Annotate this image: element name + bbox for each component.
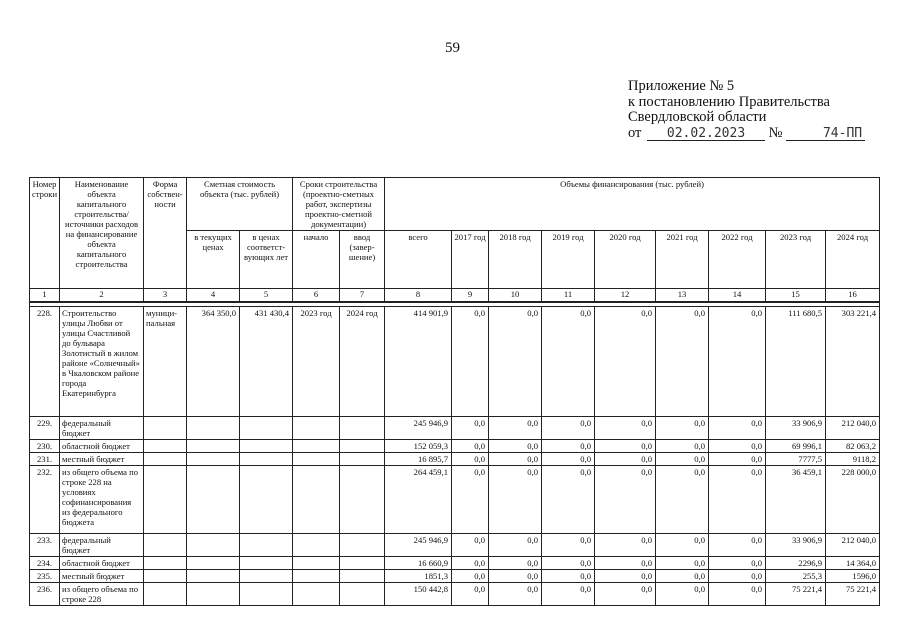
header-end: ввод (завер-шение) xyxy=(340,231,385,289)
row-2020: 0,0 xyxy=(595,417,656,440)
row-number: 236. xyxy=(30,583,60,606)
row-2023: 33 906,9 xyxy=(766,417,826,440)
row-2022: 0,0 xyxy=(709,417,766,440)
column-number: 7 xyxy=(340,289,385,303)
row-2022: 0,0 xyxy=(709,534,766,557)
row-estimate-years xyxy=(240,417,293,440)
row-2020: 0,0 xyxy=(595,307,656,417)
row-2024: 82 063,2 xyxy=(826,440,880,453)
row-end xyxy=(340,570,385,583)
row-2022: 0,0 xyxy=(709,583,766,606)
table-row xyxy=(30,583,880,606)
row-ownership xyxy=(144,417,187,440)
row-2019: 0,0 xyxy=(542,570,595,583)
row-2024: 1596,0 xyxy=(826,570,880,583)
row-2021: 0,0 xyxy=(656,583,709,606)
row-2021: 0,0 xyxy=(656,534,709,557)
row-total: 414 901,9 xyxy=(385,307,452,417)
row-2024: 75 221,4 xyxy=(826,583,880,606)
row-estimate-current: 364 350,0 xyxy=(187,307,240,417)
row-estimate-current xyxy=(187,453,240,466)
header-2020: 2020 год xyxy=(595,231,656,289)
table-row xyxy=(30,417,880,440)
row-estimate-years xyxy=(240,466,293,534)
row-start xyxy=(293,417,340,440)
row-estimate-current xyxy=(187,570,240,583)
column-number: 14 xyxy=(709,289,766,303)
row-number: 233. xyxy=(30,534,60,557)
row-2022: 0,0 xyxy=(709,570,766,583)
row-start xyxy=(293,453,340,466)
column-number: 8 xyxy=(385,289,452,303)
row-end xyxy=(340,440,385,453)
row-start xyxy=(293,570,340,583)
appendix-block xyxy=(628,79,865,141)
row-number: 234. xyxy=(30,557,60,570)
column-number-row xyxy=(30,289,880,303)
row-2022: 0,0 xyxy=(709,557,766,570)
row-2017: 0,0 xyxy=(452,534,489,557)
row-2019: 0,0 xyxy=(542,557,595,570)
row-2024: 212 040,0 xyxy=(826,534,880,557)
header-2018: 2018 год xyxy=(489,231,542,289)
row-total: 150 442,8 xyxy=(385,583,452,606)
row-2022: 0,0 xyxy=(709,440,766,453)
row-end xyxy=(340,466,385,534)
date-prefix: от xyxy=(628,124,642,141)
header-2022: 2022 год xyxy=(709,231,766,289)
row-total: 1851,3 xyxy=(385,570,452,583)
row-ownership xyxy=(144,534,187,557)
row-end xyxy=(340,557,385,570)
row-total: 245 946,9 xyxy=(385,534,452,557)
row-name: Строительство улицы Любви от улицы Счастливой до бульвара Золотистый в жилом районе «Солнечный» в Чкаловском районе города Екатеринбурга xyxy=(60,307,144,417)
row-name: областной бюджет xyxy=(60,440,144,453)
table-row xyxy=(30,557,880,570)
column-number: 5 xyxy=(240,289,293,303)
header-total: всего xyxy=(385,231,452,289)
header-object-name: Наименование объекта капитального строительства/ источники расходов на финансирование объекта капитального строительства xyxy=(60,178,144,289)
page-number: 59 xyxy=(445,40,460,56)
header-2023: 2023 год xyxy=(766,231,826,289)
row-2024: 14 364,0 xyxy=(826,557,880,570)
row-name: федеральный бюджет xyxy=(60,534,144,557)
row-estimate-current xyxy=(187,583,240,606)
row-total: 245 946,9 xyxy=(385,417,452,440)
row-2017: 0,0 xyxy=(452,583,489,606)
table-row xyxy=(30,453,880,466)
row-ownership xyxy=(144,440,187,453)
header-start: начало xyxy=(293,231,340,289)
column-number: 12 xyxy=(595,289,656,303)
number-prefix: № xyxy=(768,124,783,141)
row-2018: 0,0 xyxy=(489,453,542,466)
row-ownership xyxy=(144,583,187,606)
row-estimate-years xyxy=(240,583,293,606)
appendix-region: Свердловской области xyxy=(628,109,767,125)
row-2024: 303 221,4 xyxy=(826,307,880,417)
header-estimate-years: в ценах соответст-вующих лет xyxy=(240,231,293,289)
row-2017: 0,0 xyxy=(452,417,489,440)
row-2021: 0,0 xyxy=(656,557,709,570)
row-2024: 9118,2 xyxy=(826,453,880,466)
row-ownership xyxy=(144,557,187,570)
row-2019: 0,0 xyxy=(542,534,595,557)
row-2024: 212 040,0 xyxy=(826,417,880,440)
table-row xyxy=(30,307,880,417)
column-number: 11 xyxy=(542,289,595,303)
row-total: 152 059,3 xyxy=(385,440,452,453)
row-2023: 75 221,4 xyxy=(766,583,826,606)
row-end: 2024 год xyxy=(340,307,385,417)
row-start: 2023 год xyxy=(293,307,340,417)
row-2021: 0,0 xyxy=(656,417,709,440)
row-2017: 0,0 xyxy=(452,557,489,570)
column-number: 6 xyxy=(293,289,340,303)
row-2018: 0,0 xyxy=(489,583,542,606)
header-ownership: Форма собствен-ности xyxy=(144,178,187,289)
row-2022: 0,0 xyxy=(709,466,766,534)
row-estimate-years xyxy=(240,453,293,466)
row-2018: 0,0 xyxy=(489,570,542,583)
row-estimate-current xyxy=(187,534,240,557)
row-number: 231. xyxy=(30,453,60,466)
row-2020: 0,0 xyxy=(595,534,656,557)
row-2021: 0,0 xyxy=(656,466,709,534)
row-2017: 0,0 xyxy=(452,307,489,417)
row-number: 235. xyxy=(30,570,60,583)
header-2019: 2019 год xyxy=(542,231,595,289)
header-estimate-current: в текущих ценах xyxy=(187,231,240,289)
row-2021: 0,0 xyxy=(656,440,709,453)
row-2018: 0,0 xyxy=(489,534,542,557)
header-2021: 2021 год xyxy=(656,231,709,289)
row-estimate-years xyxy=(240,570,293,583)
row-estimate-current xyxy=(187,466,240,534)
column-number: 15 xyxy=(766,289,826,303)
column-number: 9 xyxy=(452,289,489,303)
row-2019: 0,0 xyxy=(542,466,595,534)
decree-number: 74-ПП xyxy=(786,127,865,141)
row-2017: 0,0 xyxy=(452,570,489,583)
row-2018: 0,0 xyxy=(489,557,542,570)
row-2018: 0,0 xyxy=(489,440,542,453)
column-number: 4 xyxy=(187,289,240,303)
row-start xyxy=(293,557,340,570)
table-row xyxy=(30,534,880,557)
row-2019: 0,0 xyxy=(542,440,595,453)
row-2021: 0,0 xyxy=(656,307,709,417)
row-2023: 255,3 xyxy=(766,570,826,583)
table-row xyxy=(30,466,880,534)
row-total: 16 660,9 xyxy=(385,557,452,570)
row-total: 16 895,7 xyxy=(385,453,452,466)
row-start xyxy=(293,440,340,453)
row-2019: 0,0 xyxy=(542,583,595,606)
header-2017: 2017 год xyxy=(452,231,489,289)
header-terms: Сроки строительства (проектно-сметных работ, экспертизы проектно-сметной документации) xyxy=(293,178,385,231)
row-2020: 0,0 xyxy=(595,453,656,466)
row-start xyxy=(293,534,340,557)
row-estimate-years xyxy=(240,534,293,557)
column-number: 16 xyxy=(826,289,880,303)
row-2020: 0,0 xyxy=(595,466,656,534)
column-number: 10 xyxy=(489,289,542,303)
row-2023: 111 680,5 xyxy=(766,307,826,417)
row-number: 228. xyxy=(30,307,60,417)
row-2023: 69 996,1 xyxy=(766,440,826,453)
row-2022: 0,0 xyxy=(709,307,766,417)
row-name: местный бюджет xyxy=(60,453,144,466)
row-2023: 36 459,1 xyxy=(766,466,826,534)
row-name: из общего объема по строке 228 на условиях софинансирования из федерального бюджета xyxy=(60,466,144,534)
row-end xyxy=(340,534,385,557)
row-2023: 7777,5 xyxy=(766,453,826,466)
header-estimate: Сметная стоимость объекта (тыс. рублей) xyxy=(187,178,293,231)
appendix-title: Приложение № 5 xyxy=(628,78,735,94)
row-ownership: муници-пальная xyxy=(144,307,187,417)
row-end xyxy=(340,583,385,606)
row-end xyxy=(340,453,385,466)
row-2020: 0,0 xyxy=(595,440,656,453)
header-row-number: Номер строки xyxy=(30,178,60,289)
row-2018: 0,0 xyxy=(489,417,542,440)
header-funding: Объемы финансирования (тыс. рублей) xyxy=(385,178,880,231)
row-number: 229. xyxy=(30,417,60,440)
row-2021: 0,0 xyxy=(656,570,709,583)
row-ownership xyxy=(144,466,187,534)
row-number: 232. xyxy=(30,466,60,534)
row-name: местный бюджет xyxy=(60,570,144,583)
row-estimate-years xyxy=(240,440,293,453)
column-number: 1 xyxy=(30,289,60,303)
column-number: 2 xyxy=(60,289,144,303)
table-row xyxy=(30,440,880,453)
row-2020: 0,0 xyxy=(595,570,656,583)
row-2019: 0,0 xyxy=(542,417,595,440)
row-number: 230. xyxy=(30,440,60,453)
row-start xyxy=(293,583,340,606)
row-2024: 228 000,0 xyxy=(826,466,880,534)
row-2023: 33 906,9 xyxy=(766,534,826,557)
table-row xyxy=(30,570,880,583)
row-2021: 0,0 xyxy=(656,453,709,466)
row-start xyxy=(293,466,340,534)
row-2019: 0,0 xyxy=(542,307,595,417)
row-estimate-years: 431 430,4 xyxy=(240,307,293,417)
funding-table xyxy=(29,177,880,606)
row-2017: 0,0 xyxy=(452,440,489,453)
row-name: областной бюджет xyxy=(60,557,144,570)
row-end xyxy=(340,417,385,440)
header-2024: 2024 год xyxy=(826,231,880,289)
column-number: 13 xyxy=(656,289,709,303)
appendix-decree: к постановлению Правительства xyxy=(628,93,830,110)
row-name: федеральный бюджет xyxy=(60,417,144,440)
row-2020: 0,0 xyxy=(595,557,656,570)
row-2020: 0,0 xyxy=(595,583,656,606)
appendix-date-line xyxy=(628,126,865,142)
decree-date: 02.02.2023 xyxy=(647,127,765,141)
row-2018: 0,0 xyxy=(489,307,542,417)
column-number: 3 xyxy=(144,289,187,303)
row-estimate-current xyxy=(187,417,240,440)
row-estimate-current xyxy=(187,440,240,453)
row-estimate-current xyxy=(187,557,240,570)
row-2023: 2296,9 xyxy=(766,557,826,570)
row-estimate-years xyxy=(240,557,293,570)
row-2017: 0,0 xyxy=(452,453,489,466)
row-ownership xyxy=(144,453,187,466)
row-2018: 0,0 xyxy=(489,466,542,534)
row-total: 264 459,1 xyxy=(385,466,452,534)
row-2017: 0,0 xyxy=(452,466,489,534)
row-name: из общего объема по строке 228 xyxy=(60,583,144,606)
row-2022: 0,0 xyxy=(709,453,766,466)
row-ownership xyxy=(144,570,187,583)
row-2019: 0,0 xyxy=(542,453,595,466)
